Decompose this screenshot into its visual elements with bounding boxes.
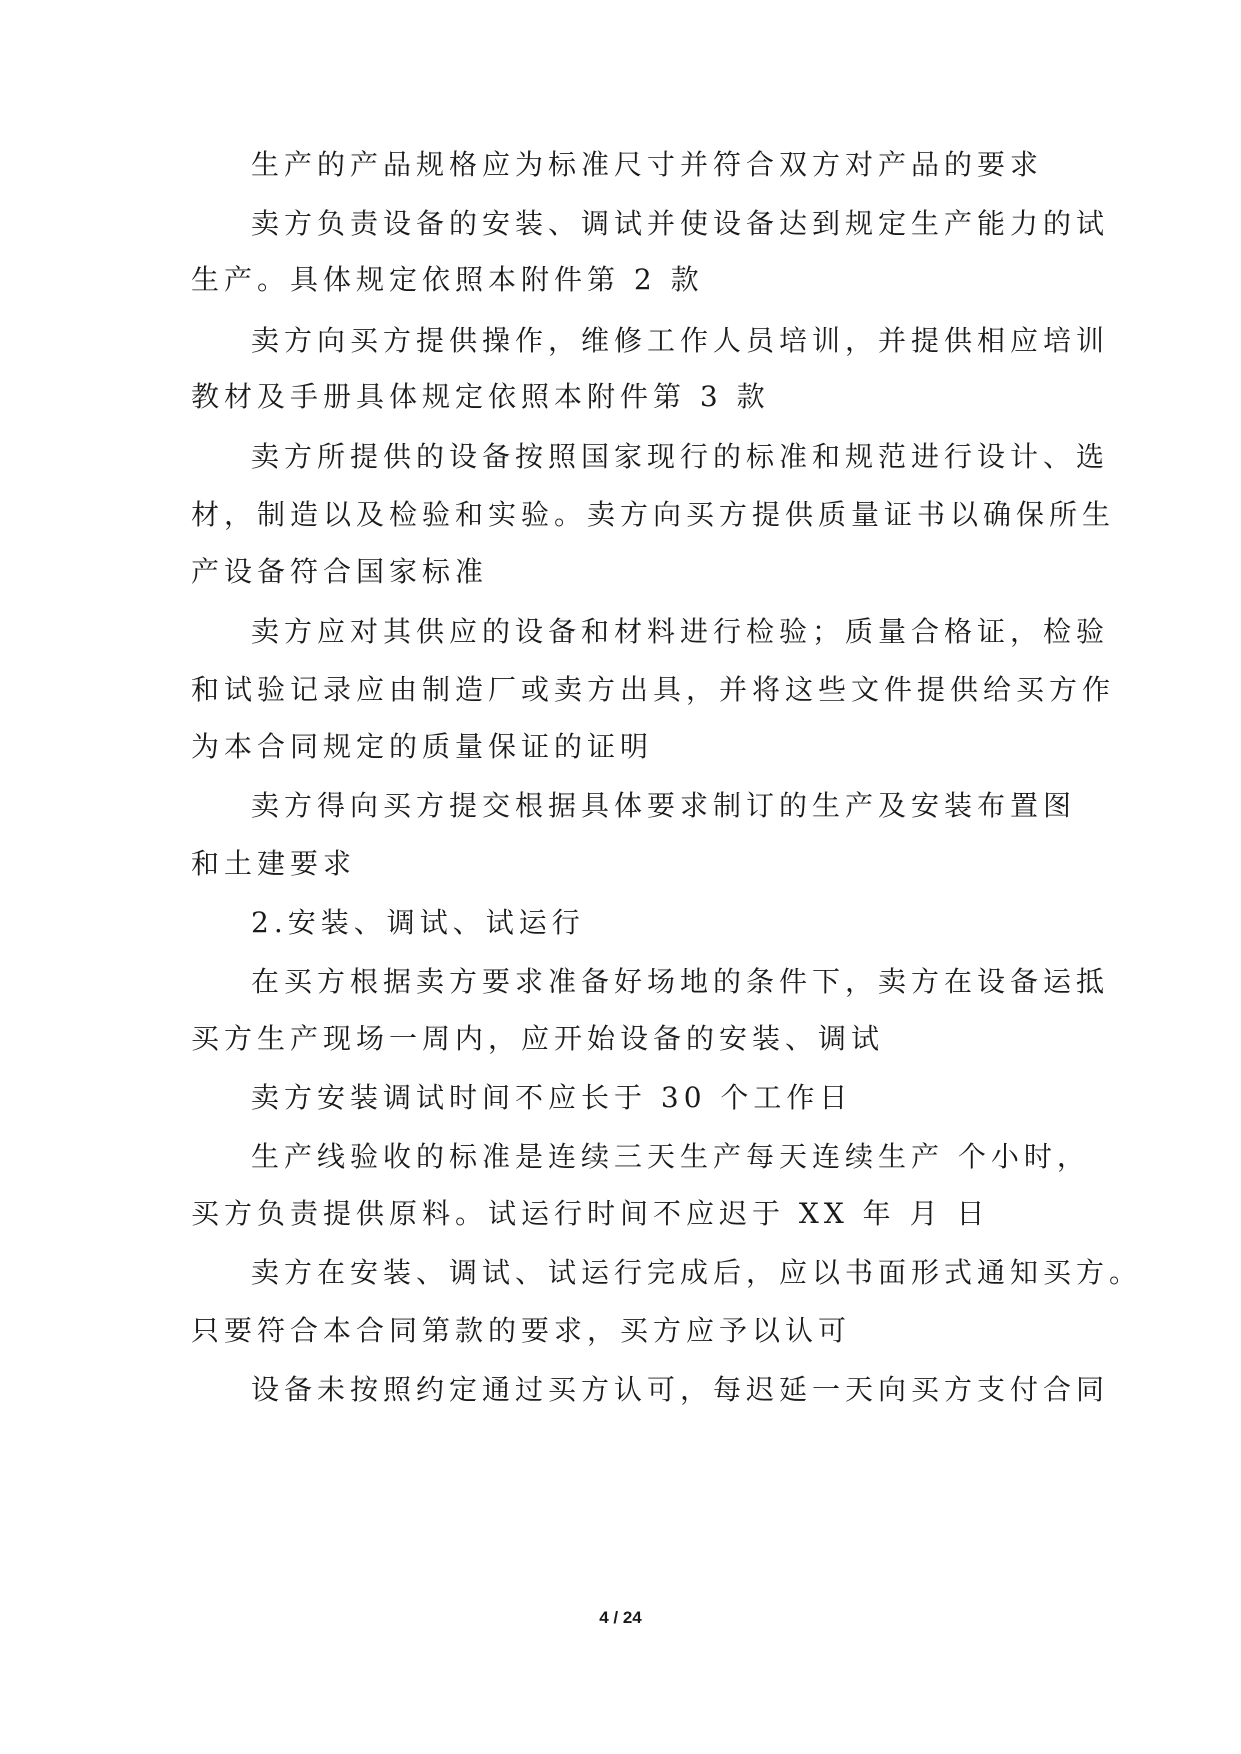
paragraph-line: 卖方应对其供应的设备和材料进行检验；质量合格证，检验: [251, 615, 1110, 648]
paragraph-line: 产设备符合国家标准: [191, 555, 489, 588]
paragraph-line: 教材及手册具体规定依照本附件第 3 款: [191, 380, 770, 413]
paragraph-line: 为本合同规定的质量保证的证明: [191, 730, 654, 763]
paragraph-line: 卖方负责设备的安装、调试并使设备达到规定生产能力的试: [251, 207, 1110, 240]
paragraph-line: 设备未按照约定通过买方认可，每迟延一天向买方支付合同: [251, 1373, 1110, 1406]
paragraph-line: 卖方所提供的设备按照国家现行的标准和规范进行设计、选: [251, 440, 1110, 473]
paragraph-line: 生产。具体规定依照本附件第 2 款: [191, 263, 704, 296]
paragraph-line: 生产的产品规格应为标准尺寸并符合双方对产品的要求: [251, 148, 1044, 181]
paragraph-line: 买方生产现场一周内，应开始设备的安装、调试: [191, 1022, 885, 1055]
paragraph-line: 和土建要求: [191, 847, 357, 880]
paragraph-line: 只要符合本合同第款的要求，买方应予以认可: [191, 1314, 852, 1347]
paragraph-line: 买方负责提供原料。试运行时间不应迟于 XX 年 月 日: [191, 1197, 990, 1230]
page-number: 4 / 24: [599, 1608, 642, 1627]
paragraph-line: 材，制造以及检验和实验。卖方向买方提供质量证书以确保所生: [191, 498, 1116, 531]
paragraph-line: 和试验记录应由制造厂或卖方出具，并将这些文件提供给买方作: [191, 673, 1116, 706]
paragraph-line: 卖方得向买方提交根据具体要求制订的生产及安装布置图: [251, 789, 1077, 822]
paragraph-line: 生产线验收的标准是连续三天生产每天连续生产 个小时，: [251, 1140, 1090, 1173]
section-heading: 2.安装、调试、试运行: [251, 906, 585, 939]
paragraph-line: 卖方向买方提供操作，维修工作人员培训，并提供相应培训: [251, 324, 1110, 357]
paragraph-line: 卖方在安装、调试、试运行完成后，应以书面形式通知买方。: [251, 1256, 1143, 1289]
paragraph-line: 卖方安装调试时间不应长于 30 个工作日: [251, 1081, 853, 1114]
paragraph-line: 在买方根据卖方要求准备好场地的条件下，卖方在设备运抵: [251, 965, 1110, 998]
